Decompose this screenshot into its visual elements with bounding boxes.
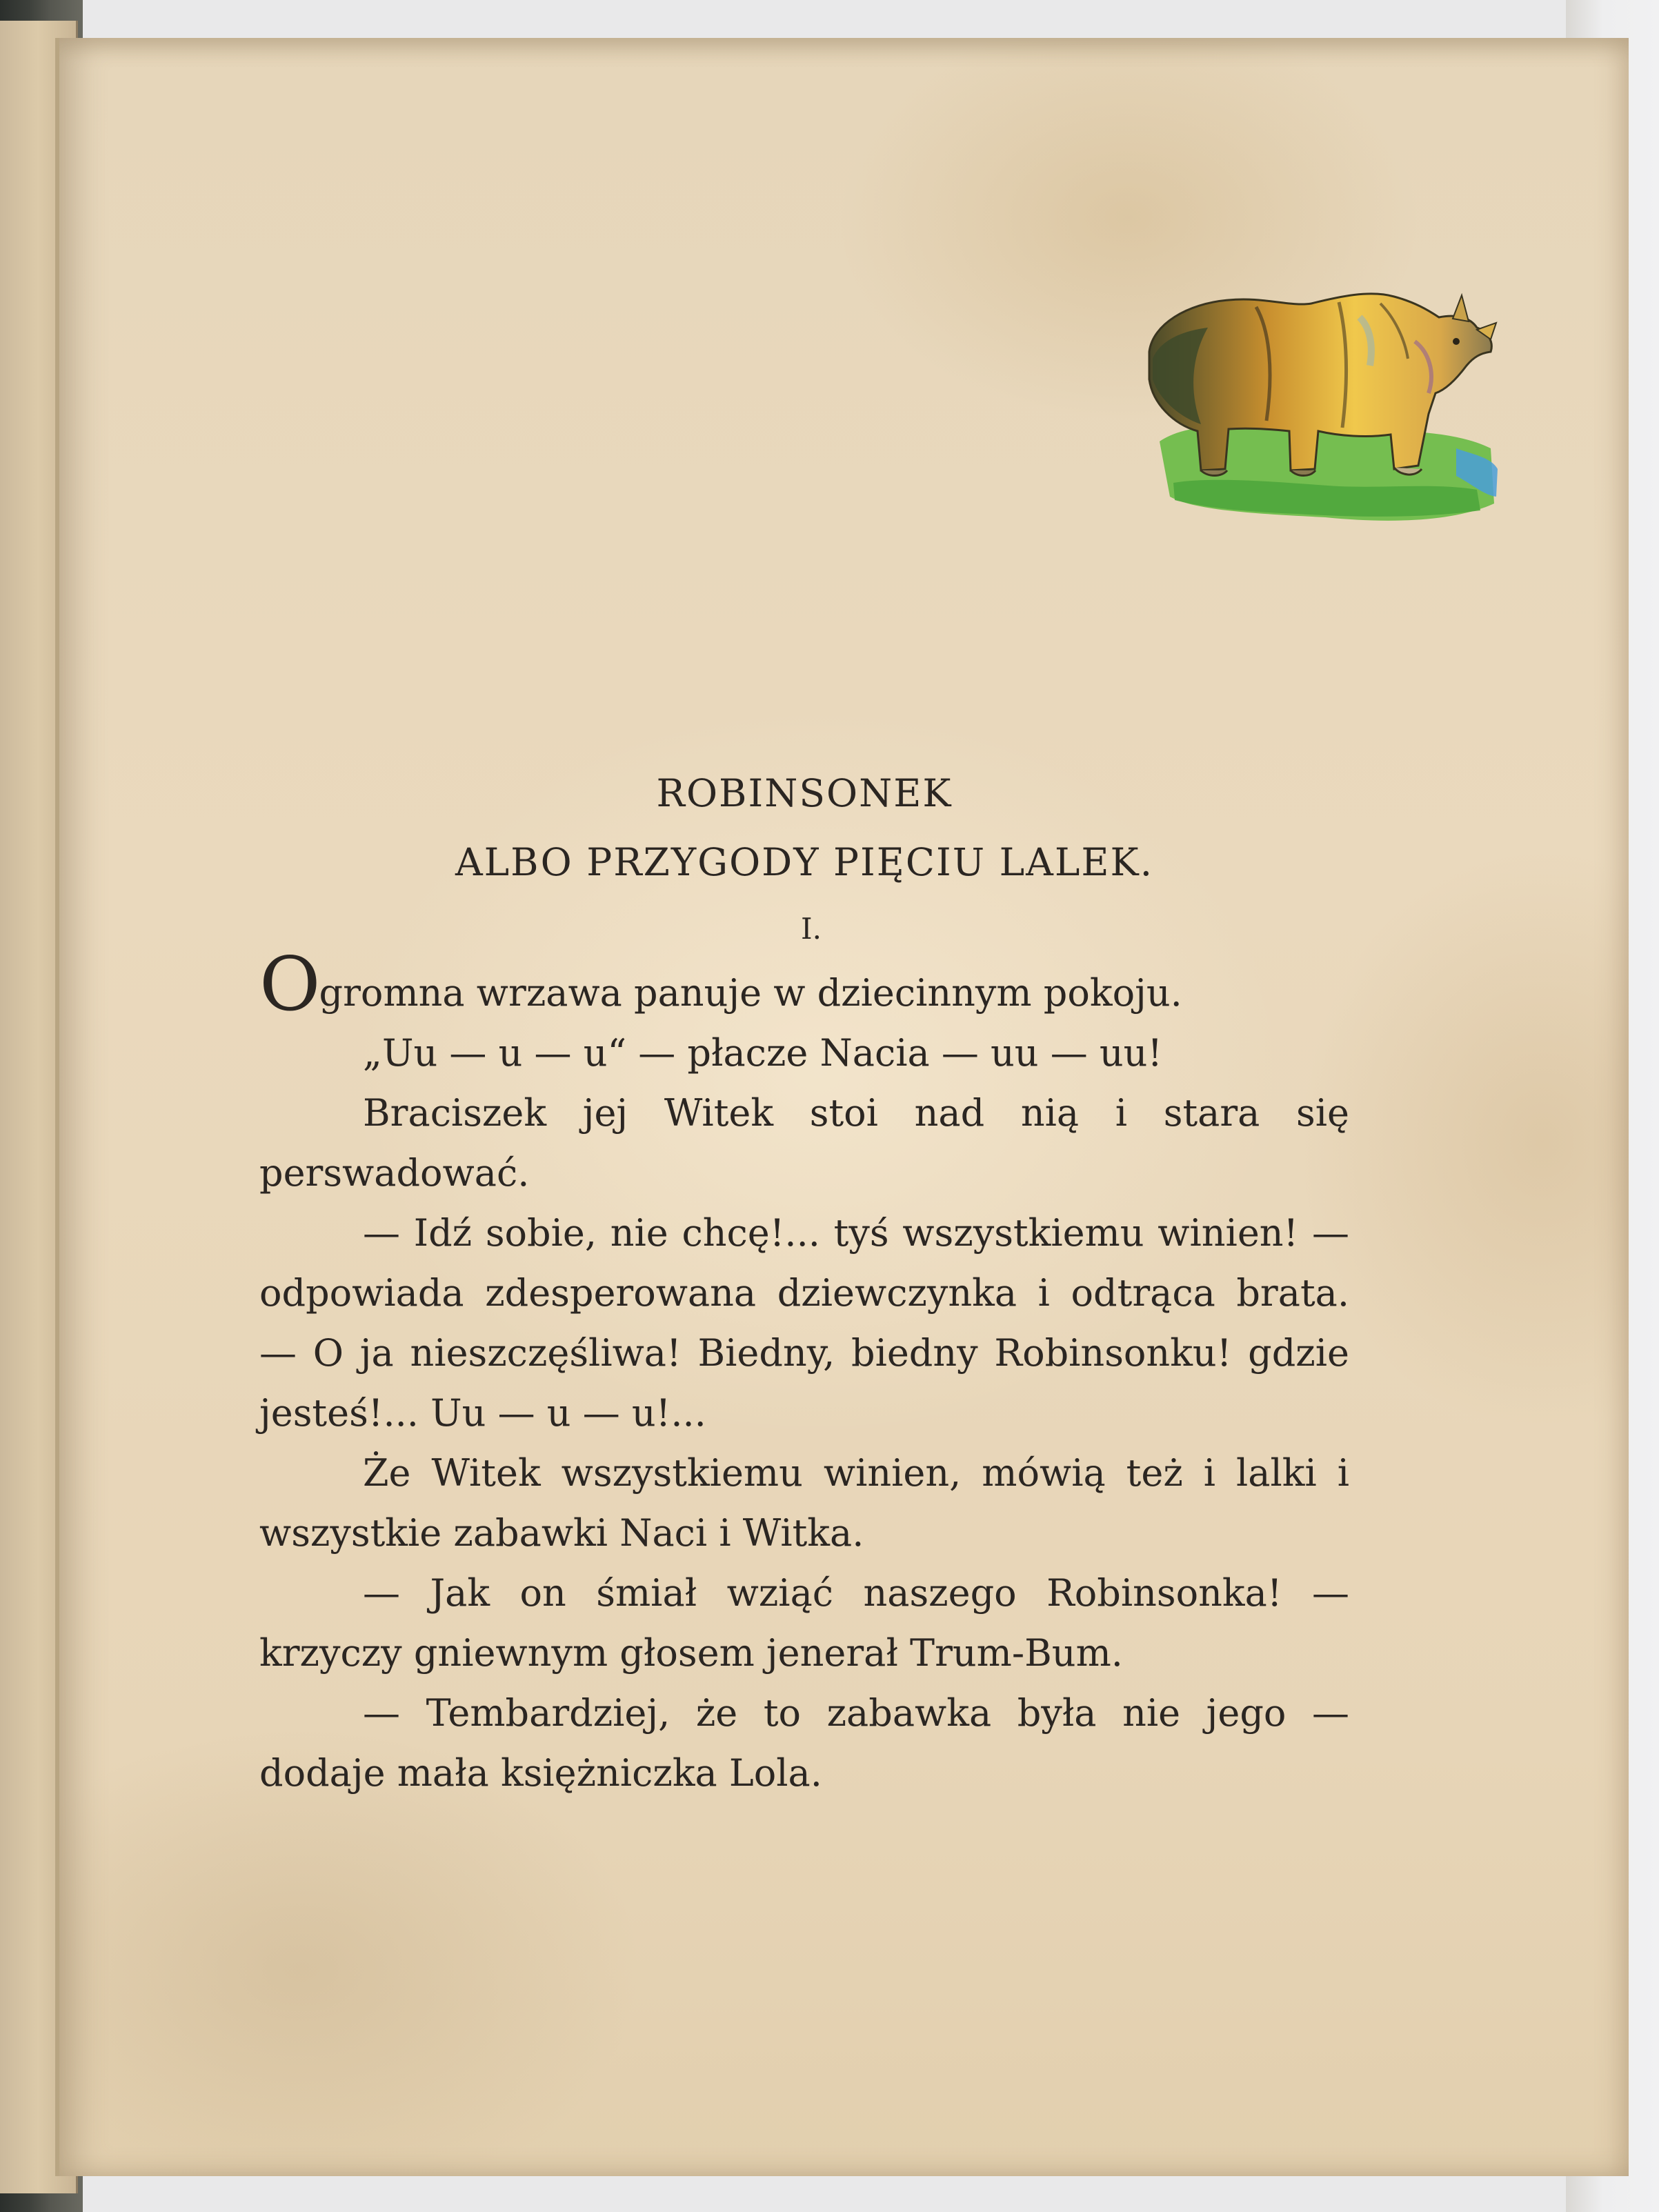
page-text <box>259 755 1349 1803</box>
paragraph-6: — Jak on śmiał wziąć naszego Robinsonka! — krzyczy gniewnym głosem jenerał Trum-Bum. <box>259 1571 1349 1675</box>
paragraph-5: Że Witek wszystkiemu winien, mówią też i lalki i wszystkie zabawki Naci i Witka. <box>259 1451 1349 1555</box>
paragraph-3: Braciszek jej Witek stoi nad nią i stara się perswadować. <box>259 1091 1349 1195</box>
paragraph-7: — Tembardziej, że to zabawka była nie jego — dodaje mała księżniczka Lola. <box>259 1691 1349 1795</box>
book-title: ROBINSONEK <box>656 771 953 815</box>
paragraph-1 <box>259 941 1349 1028</box>
book-subtitle: ALBO PRZYGODY PIĘCIU LALEK. <box>455 840 1154 884</box>
chapter-number: I. <box>801 912 822 946</box>
paragraph-1-text: gromna wrzawa panuje w dziecinnym pokoju. <box>319 971 1182 1015</box>
drop-cap: O <box>259 941 319 1028</box>
rhinoceros-icon <box>1132 276 1504 538</box>
paragraph-4: — Idź sobie, nie chcę!... tyś wszystkiemu winien! — odpowiada zdesperowana dziewczynka i odtrąca brata. — O ja nieszczęśliwa! Biedny, biedny Robinsonku! gdzie jesteś!... Uu — u — u!... <box>259 1211 1349 1435</box>
paragraph-2: „Uu — u — u“ — płacze Nacia — uu — uu! <box>363 1031 1163 1075</box>
book-page <box>55 38 1629 2176</box>
